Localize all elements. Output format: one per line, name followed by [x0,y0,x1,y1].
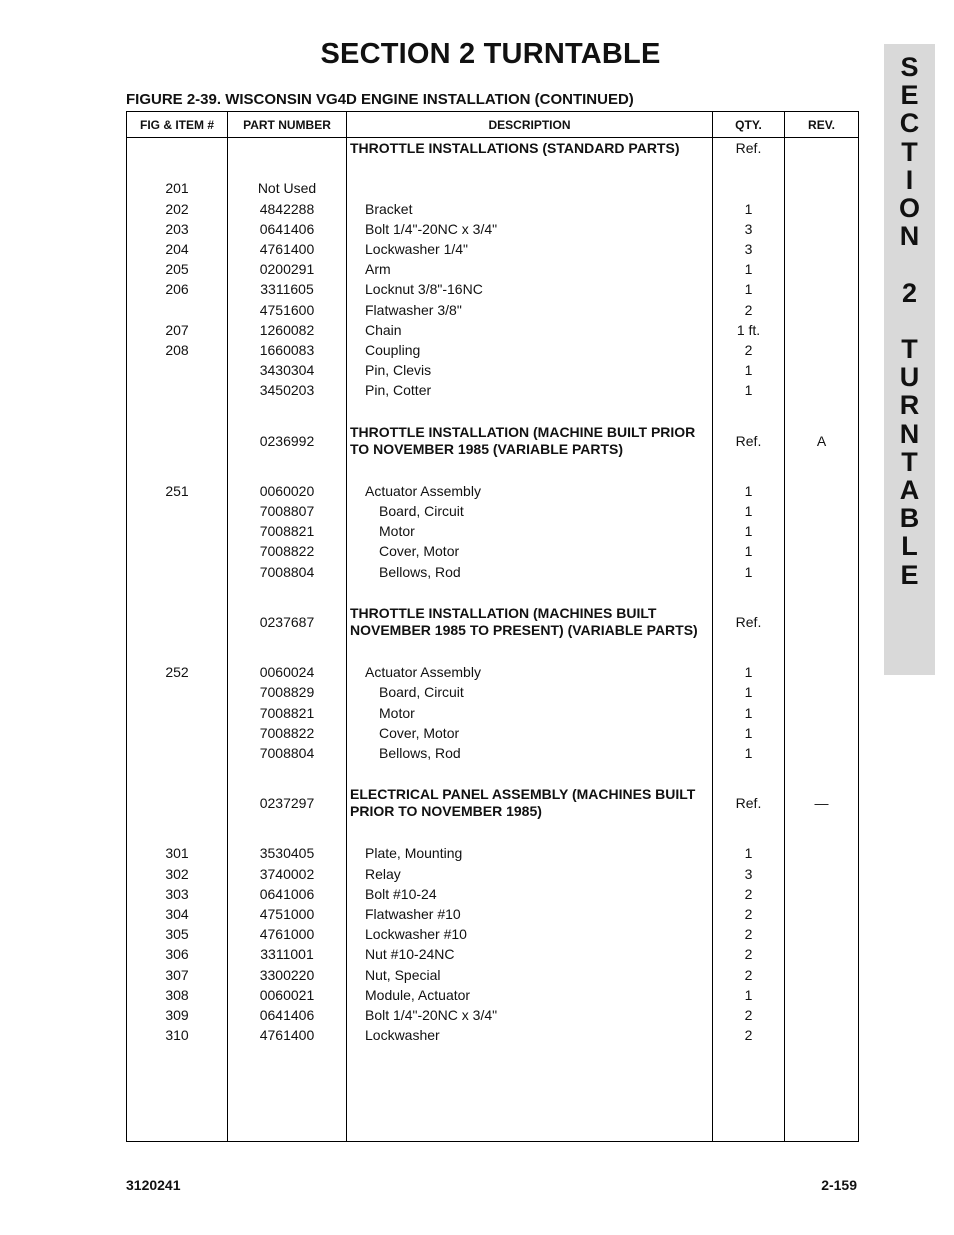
part-number-cell: 0200291 [259,261,315,278]
blank-spacer [228,400,346,420]
part-number-cell: 4761400 [259,1027,315,1044]
description-cell [347,279,712,299]
description-text: Locknut 3/8"-16NC [365,281,483,298]
blank-spacer [228,642,346,662]
part-column [228,138,347,1142]
qty-cell: Ref. [735,613,762,630]
description-cell [347,259,712,279]
description-cell [347,300,712,320]
blank-spacer [785,823,858,843]
fig-item-cell: 306 [165,946,189,963]
rev-cell [785,300,858,320]
description-cell [347,541,712,561]
fig-item-cell: 304 [165,906,189,922]
description-cell [347,743,712,763]
description-cell [347,1025,712,1045]
sidebar-letter: R [899,390,920,421]
qty-cell: 1 [744,362,753,379]
rev-cell [785,320,858,340]
qty-cell: 3 [744,240,753,257]
part-number-cell: 7008804 [259,563,315,580]
rev-cell [785,662,858,682]
sidebar-letter: U [899,362,920,393]
blank-spacer [228,763,346,783]
rev-cell [785,239,858,259]
fig-item-cell: 303 [165,885,189,902]
qty-cell: 2 [744,1027,753,1044]
fig-item-cell [127,682,227,702]
part-number-cell: 0237297 [259,795,315,812]
sidebar-letter: N [899,221,920,252]
description-text: Cover, Motor [379,543,460,560]
part-number-cell: 0641406 [259,220,315,237]
qty-cell: 2 [744,906,753,922]
blank-spacer [347,763,712,783]
qty-cell: 1 [744,482,753,499]
table-header-row [127,112,859,138]
rev-cell [785,1005,858,1025]
fig-item-cell: 308 [165,986,189,1003]
rev-cell [785,138,858,158]
description-text: Coupling [365,341,421,358]
qty-cell: 2 [744,946,753,963]
blank-spacer [127,582,227,602]
description-column [347,138,713,1142]
qty-cell: 1 [744,724,753,741]
part-number-cell: 3450203 [259,382,315,399]
rev-cell [785,199,858,219]
rev-cell [785,985,858,1005]
part-number-cell: 1260082 [259,321,315,338]
qty-cell: 1 [744,986,753,1003]
rev-cell [785,682,858,702]
part-number-cell: 0236992 [259,432,315,449]
description-text: Flatwasher #10 [365,906,461,922]
description-text: Nut, Special [365,966,441,983]
part-number-cell: 7008829 [259,684,315,701]
fig-item-cell [127,300,227,320]
fig-item-cell: 203 [165,220,189,237]
blank-spacer [228,582,346,602]
part-number-cell: 3311001 [260,946,314,963]
part-number-cell: 3300220 [259,966,315,983]
description-cell [347,521,712,541]
description-text: Pin, Cotter [365,382,432,399]
blank-spacer [228,158,346,178]
rev-cell: — [814,795,829,812]
description-cell [347,783,712,823]
rev-cell [785,965,858,985]
rev-cell [785,944,858,964]
qty-cell: Ref. [735,140,762,156]
rev-cell [785,843,858,863]
description-cell [347,985,712,1005]
sidebar-letter: N [899,418,920,449]
description-cell [347,138,712,158]
description-cell [347,965,712,985]
description-text: Plate, Mounting [365,845,463,862]
part-number-cell: 4751600 [259,301,315,318]
sidebar-letter: C [899,108,920,139]
rev-cell [785,481,858,501]
part-number-cell: 7008821 [259,704,315,721]
sidebar-letter: B [899,503,920,534]
rev-cell [785,602,858,642]
fig-item-cell [127,723,227,743]
column-header-qty: QTY. [713,112,785,138]
column-header-part: PART NUMBER [228,112,347,138]
part-number-cell: 4761000 [259,926,315,943]
description-text: Actuator Assembly [365,482,481,499]
section-title: SECTION 2 TURNTABLE [320,38,661,70]
blank-spacer [713,642,784,662]
fig-item-cell: 305 [165,926,189,943]
fig-item-cell: 307 [165,966,189,983]
fig-column [127,138,228,1142]
description-cell [347,723,712,743]
qty-cell: 2 [744,966,753,983]
blank-spacer [785,461,858,481]
rev-cell [785,380,858,400]
section-tab-sidebar [884,44,935,675]
sidebar-letter: L [901,531,918,562]
rev-cell [785,864,858,884]
description-text: Board, Circuit [379,503,464,519]
sidebar-letter: 2 [901,277,918,308]
part-number-cell: 4761400 [259,240,315,257]
description-text: Relay [365,865,401,882]
description-cell [347,481,712,501]
description-cell [347,662,712,682]
description-text: Bolt #10-24 [365,885,437,902]
blank-spacer [127,642,227,662]
fig-item-cell: 202 [165,200,189,217]
blank-spacer [785,642,858,662]
description-cell [347,1005,712,1025]
rev-cell [785,501,858,521]
fig-item-cell [127,602,227,642]
description-cell [347,602,712,642]
description-cell [347,239,712,259]
rev-column [785,138,859,1142]
sidebar-letter: T [901,334,918,364]
fig-item-cell: 201 [165,180,189,197]
part-number-cell: 7008821 [259,523,315,540]
part-number-cell: 4751000 [259,906,315,922]
blank-spacer [347,823,712,843]
figure-title: FIGURE 2-39. WISCONSIN VG4D ENGINE INSTALLATION (CONTINUED) [126,91,634,108]
sidebar-letter: O [898,193,920,223]
sidebar-letter: A [899,475,920,505]
description-text: Cover, Motor [379,724,460,741]
blank-spacer [228,823,346,843]
blank-spacer [785,158,858,178]
blank-spacer [228,461,346,481]
rev-cell [785,703,858,723]
blank-spacer [347,461,712,481]
description-text: Lockwasher [365,1027,440,1044]
description-cell [347,843,712,863]
description-cell [347,703,712,723]
description-text: Motor [379,523,415,540]
description-text: Chain [365,321,402,338]
fig-item-cell [127,703,227,723]
fig-item-cell [127,562,227,582]
qty-cell: 3 [744,220,753,237]
fig-item-cell: 205 [165,261,189,278]
blank-spacer [347,400,712,420]
fig-item-cell: 310 [165,1027,189,1044]
qty-cell: 1 [744,382,753,399]
fig-item-cell: 302 [165,865,189,882]
rev-cell [785,178,858,198]
page-number: 2-159 [821,1177,857,1193]
description-text: Bolt 1/4"-20NC x 3/4" [365,1006,498,1023]
fig-item-cell: 301 [165,845,189,862]
part-number-cell: 7008807 [259,503,315,519]
blank-spacer [713,823,784,843]
description-cell [347,864,712,884]
description-cell [347,924,712,944]
blank-spacer [347,642,712,662]
part-number-cell [228,138,346,158]
part-number-cell: 4842288 [259,200,315,217]
description-cell [347,380,712,400]
fig-item-cell: 208 [165,341,189,358]
part-number-cell: 7008804 [259,744,315,761]
parts-table [126,111,859,1142]
description-cell [347,944,712,964]
qty-cell: 2 [744,301,753,318]
rev-cell [785,924,858,944]
section-heading: THROTTLE INSTALLATION (MACHINES BUILT NOVEMBER 1985 TO PRESENT) (VARIABLE PARTS) [350,604,698,638]
description-text: Lockwasher #10 [365,926,467,943]
part-number-cell: 3430304 [259,362,315,379]
description-cell [347,219,712,239]
blank-spacer [785,400,858,420]
qty-cell: 3 [744,865,753,882]
fig-item-cell: 207 [165,321,189,338]
description-text: Board, Circuit [379,684,464,701]
blank-spacer [127,461,227,481]
table-body-row [127,138,859,1142]
part-number-cell: Not Used [257,180,317,197]
description-text: Module, Actuator [365,986,471,1003]
qty-cell: 1 [744,664,753,681]
qty-cell: 1 [744,261,753,278]
part-number-cell: 0060021 [259,986,315,1003]
description-text: Arm [365,261,391,278]
blank-spacer [127,763,227,783]
qty-cell: 1 ft. [736,321,761,338]
description-text: Bellows, Rod [379,744,461,761]
sidebar-letter: E [900,559,919,590]
qty-cell: Ref. [735,432,762,449]
description-cell [347,178,712,198]
sidebar-letter: S [900,52,919,82]
section-heading: THROTTLE INSTALLATIONS (STANDARD PARTS) [350,140,680,156]
qty-cell: 1 [744,845,753,862]
part-number-cell: 7008822 [259,543,315,560]
sidebar-letter: I [905,164,914,195]
qty-cell: Ref. [735,795,762,812]
rev-cell [785,340,858,360]
description-cell [347,320,712,340]
description-text: Nut #10-24NC [365,946,455,963]
section-heading: THROTTLE INSTALLATION (MACHINE BUILT PRIOR TO NOVEMBER 1985 (VARIABLE PARTS) [350,423,696,457]
rev-cell: A [816,432,827,449]
blank-spacer [713,400,784,420]
blank-spacer [347,158,712,178]
blank-spacer [713,582,784,602]
qty-cell: 1 [744,523,753,540]
description-text: Pin, Clevis [365,362,432,379]
qty-cell [713,178,784,198]
qty-cell: 1 [744,200,753,217]
rev-cell [785,723,858,743]
blank-spacer [713,158,784,178]
column-header-fig: FIG & ITEM # [127,112,228,138]
part-number-cell: 0060024 [259,664,315,681]
description-text: Lockwasher 1/4" [365,240,469,257]
fig-item-cell: 309 [165,1006,189,1023]
blank-spacer [785,763,858,783]
qty-cell: 1 [744,704,753,721]
sidebar-letter: T [901,136,918,167]
fig-item-cell [127,501,227,521]
rev-cell [785,521,858,541]
rev-cell [785,279,858,299]
qty-cell: 2 [744,341,753,358]
column-header-description: DESCRIPTION [347,112,713,138]
description-text: Actuator Assembly [365,664,481,681]
fig-item-cell [127,743,227,763]
part-number-cell: 3311605 [260,281,314,298]
blank-spacer [785,582,858,602]
rev-cell [785,562,858,582]
part-number-cell: 3530405 [259,845,315,862]
description-text: Motor [379,704,415,721]
description-text: Bellows, Rod [379,563,461,580]
part-number-cell: 0237687 [259,613,315,630]
rev-cell [785,219,858,239]
part-number-cell: 0641006 [259,885,315,902]
description-text: Bolt 1/4"-20NC x 3/4" [365,220,498,237]
qty-cell: 2 [744,885,753,902]
blank-spacer [127,400,227,420]
qty-cell: 2 [744,1006,753,1023]
description-cell [347,884,712,904]
rev-cell [785,360,858,380]
fig-item-cell [127,360,227,380]
blank-spacer [713,763,784,783]
rev-cell [785,743,858,763]
fig-item-cell [127,138,227,158]
description-cell [347,904,712,924]
fig-item-cell: 252 [165,664,189,681]
description-text: Flatwasher 3/8" [365,301,462,318]
qty-cell: 1 [744,563,753,580]
description-cell [347,501,712,521]
fig-item-cell [127,380,227,400]
blank-spacer [127,823,227,843]
description-cell [347,360,712,380]
description-cell [347,199,712,219]
qty-column [713,138,785,1142]
fig-item-cell: 206 [165,281,189,298]
rev-cell [785,541,858,561]
sidebar-letter: T [901,446,918,477]
blank-spacer [713,461,784,481]
description-text: Bracket [365,200,413,217]
rev-cell [785,1025,858,1045]
part-number-cell: 3740002 [259,865,315,882]
part-number-cell: 0641406 [259,1006,315,1023]
description-cell [347,562,712,582]
blank-spacer [347,582,712,602]
qty-cell: 1 [744,543,753,560]
part-number-cell: 1660083 [259,341,315,358]
qty-cell: 1 [744,684,753,701]
qty-cell: 2 [744,926,753,943]
rev-cell [785,904,858,924]
qty-cell: 1 [744,281,753,298]
part-number-cell: 7008822 [259,724,315,741]
description-cell [347,421,712,461]
part-number-cell: 0060020 [259,482,315,499]
fig-item-cell [127,783,227,823]
document-number: 3120241 [126,1177,181,1193]
description-cell [347,682,712,702]
column-header-rev: REV. [785,112,859,138]
fig-item-cell: 204 [165,240,189,257]
rev-cell [785,884,858,904]
rev-cell [785,259,858,279]
fig-item-cell [127,421,227,461]
qty-cell: 1 [744,744,753,761]
fig-item-cell: 251 [165,482,189,499]
qty-cell: 1 [744,503,753,519]
fig-item-cell [127,521,227,541]
blank-spacer [127,158,227,178]
fig-item-cell [127,541,227,561]
section-heading: ELECTRICAL PANEL ASSEMBLY (MACHINES BUILT PRIOR TO NOVEMBER 1985) [350,786,696,820]
description-cell [347,340,712,360]
sidebar-letter: E [900,80,919,111]
